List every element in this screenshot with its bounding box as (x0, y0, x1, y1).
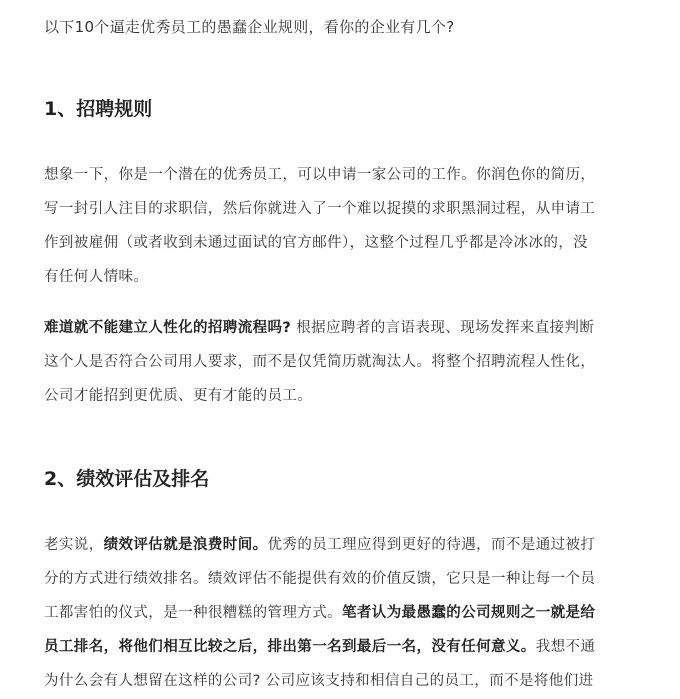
paragraph-recruitment-imagine (44, 158, 595, 294)
paragraph-line: 公司才能招到更优质、更有才能的员工。 (44, 388, 313, 404)
paragraph-line: 作到被雇佣（或者收到未通过面试的官方邮件），这整个过程几乎都是冷冰冰的，没 (44, 235, 589, 251)
line-text: 我想不通 (535, 639, 596, 655)
section-heading-recruitment: 1、招聘规则 (44, 98, 153, 120)
line-text: 根据应聘者的言语表现、现场发挥来直接判断 (291, 320, 595, 336)
paragraph-line: 写一封引人注目的求职信，然后你就进入了一个难以捉摸的求职黑洞过程，从申请工 (44, 201, 596, 217)
line-text: 老实说， (44, 537, 104, 553)
paragraph-performance (44, 528, 595, 698)
line-text: 优秀的员工理应得到更好的待遇，而不是通过被打 (267, 537, 596, 553)
intro-text: 以下10个逼走优秀员工的愚蠢企业规则，看你的企业有几个? (44, 18, 455, 36)
section-heading-performance: 2、绩效评估及排名 (44, 468, 210, 490)
paragraph-line: 有任何人情味。 (44, 269, 149, 285)
bold-question: 难道就不能建立人性化的招聘流程吗? (44, 320, 292, 336)
paragraph-line (44, 528, 595, 562)
paragraph-line: 为什么会有人想留在这样的公司? 公司应该支持和相信自己的员工，而不是将他们进 (44, 673, 594, 689)
line-text: 工都害怕的仪式，是一种很糟糕的管理方式。 (44, 605, 342, 621)
paragraph-line (44, 596, 595, 630)
bold-statement: 笔者认为最愚蠢的公司规则之一就是给 (342, 605, 596, 621)
paragraph-line: 分的方式进行绩效排名。绩效评估不能提供有效的价值反馈，它只是一种让每一个员 (44, 571, 596, 587)
bold-statement: 绩效评估就是浪费时间。 (103, 537, 268, 553)
paragraph-line: 这个人是否符合公司用人要求，而不是仅凭简历就淘汰人。将整个招聘流程人性化， (44, 354, 596, 370)
paragraph-line (44, 630, 595, 664)
paragraph-line: 想象一下，你是一个潜在的优秀员工，可以申请一家公司的工作。你润色你的简历， (44, 167, 596, 183)
paragraph-recruitment-humanize (44, 311, 595, 413)
paragraph-line (44, 311, 595, 345)
bold-statement: 员工排名，将他们相互比较之后，排出第一名到最后一名，没有任何意义。 (44, 639, 536, 655)
